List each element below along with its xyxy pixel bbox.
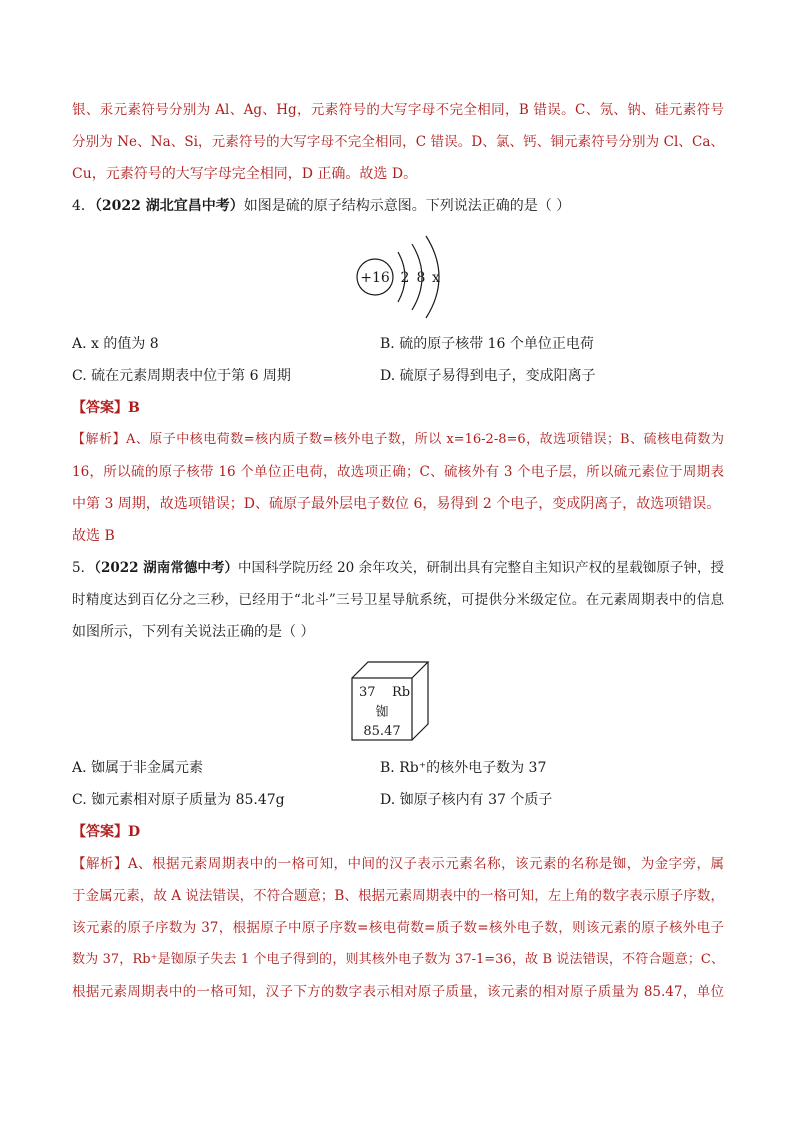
atomic-number: 37: [359, 685, 376, 700]
cell-top-face: [352, 662, 428, 678]
sulfur-atom-diagram: [340, 230, 470, 320]
nucleus-charge: +16: [360, 270, 390, 286]
q5-option-b: B. Rb⁺的核外电子数为 37: [380, 760, 547, 776]
q4-explanation-2: 16，所以硫的原子核带 16 个单位正电荷，故选项正确；C、硫核外有 3 个电子层，所以硫元素位于周期表: [72, 464, 724, 480]
q5-option-d: D. 铷原子核内有 37 个质子: [380, 792, 553, 808]
q5-stem-2: 时精度达到百亿分之三秒，已经用于“北斗”三号卫星导航系统，可提供分米级定位。在元素周期表中的信息: [72, 592, 724, 608]
q5-explanation-3: 该元素的原子序数为 37，根据原子中原子序数=核电荷数=质子数=核外电子数，则该元素的原子核外电子: [72, 920, 724, 936]
element-name: 铷: [375, 705, 389, 720]
element-symbol: Rb: [392, 685, 411, 700]
atomic-mass: 85.47: [363, 724, 401, 739]
q4-option-d: D. 硫原子易得到电子，变成阳离子: [380, 368, 596, 384]
q5-number: 5．: [72, 560, 95, 576]
lead-line-2: 分别为 Ne、Na、Si，元素符号的大写字母不完全相同，C 错误。D、氯、钙、铜元素符号分别为 Cl、Ca、: [72, 134, 724, 150]
lead-line-3: Cu，元素符号的大写字母完全相同，D 正确。故选 D。: [72, 166, 418, 182]
q4-stem-text: 如图是硫的原子结构示意图。下列说法正确的是（ ）: [243, 198, 571, 214]
q5-stem-1: [72, 558, 724, 578]
shell-2-count: 8: [416, 270, 426, 286]
q5-explanation-5: 根据元素周期表中的一格可知，汉子下方的数字表示相对原子质量，该元素的相对原子质量为 85.47，单位: [72, 984, 724, 1000]
cell-side-face: [412, 662, 428, 740]
q5-option-a: A. 铷属于非金属元素: [72, 760, 204, 776]
q4-number: 4．: [72, 198, 95, 214]
shell-3-count: x: [432, 270, 440, 286]
q4-answer: 【答案】B: [72, 400, 140, 416]
q4-stem: [72, 196, 724, 216]
q5-option-c: C. 铷元素相对原子质量为 85.47g: [72, 792, 285, 808]
q4-source: （2022 湖北宜昌中考）: [94, 198, 244, 214]
q4-explanation-3: 中第 3 周期，故选项错误；D、硫原子最外层电子数位 6，易得到 2 个电子，变成阴离子，故选项错误。: [72, 496, 721, 512]
q5-source: （2022 湖南常德中考）: [94, 560, 239, 576]
q4-option-c: C. 硫在元素周期表中位于第 6 周期: [72, 368, 291, 384]
q5-explanation-1: 【解析】A、根据元素周期表中的一格可知，中间的汉子表示元素名称，该元素的名称是铷，为金字旁，属: [72, 856, 724, 872]
q4-option-a: A. x 的值为 8: [72, 336, 159, 352]
q4-option-b: B. 硫的原子核带 16 个单位正电荷: [380, 336, 594, 352]
shell-1-count: 2: [400, 270, 410, 286]
q5-stem-3: 如图所示，下列有关说法正确的是（ ）: [72, 624, 315, 640]
q5-answer: 【答案】D: [72, 824, 141, 840]
q5-stem-text: 中国科学院历经 20 余年攻关，研制出具有完整自主知识产权的星载铷原子钟，授: [238, 560, 724, 576]
q5-explanation-4: 数为 37，Rb⁺是铷原子失去 1 个电子得到的，则其核外电子数为 37-1=36，故 B 说法错误，不符合题意；C、: [72, 952, 724, 967]
q5-explanation-2: 于金属元素，故 A 说法错误，不符合题意；B、根据元素周期表中的一格可知，左上角的数字表示原子序数，: [72, 888, 724, 904]
lead-line-1: 银、汞元素符号分别为 Al、Ag、Hg，元素符号的大写字母不完全相同，B 错误。C、氖、钠、硅元素符号: [72, 102, 724, 118]
q4-explanation-4: 故选 B: [72, 528, 115, 544]
q4-explanation-1: 【解析】A、原子中核电荷数=核内质子数=核外电子数，所以 x=16-2-8=6，故选项错误；B、硫核电荷数为: [72, 432, 724, 447]
rubidium-element-cell: [350, 660, 430, 742]
